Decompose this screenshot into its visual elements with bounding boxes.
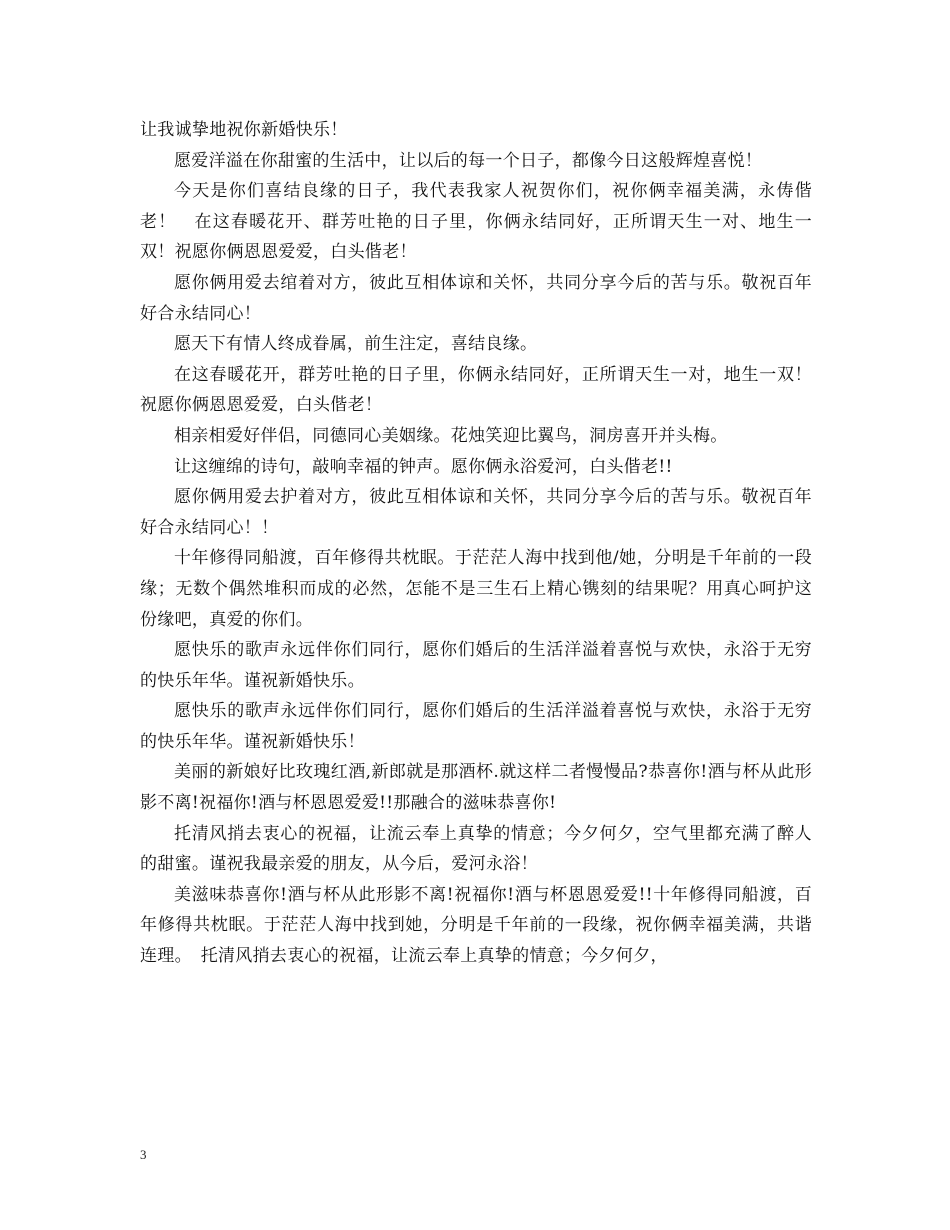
paragraph: 相亲相爱好伴侣，同德同心美姻缘。花烛笑迎比翼鸟，洞房喜开并头梅。: [174, 425, 728, 446]
paragraph: 十年修得同船渡，百年修得共枕眠。于茫茫人海中找到他/她，分明是千年前的一段缘；无数个偶然堆积而成的必然，怎能不是三生石上精心镌刻的结果呢？用真心呵护这份缘吧，真爱的你们。: [140, 548, 812, 630]
paragraph: 愿天下有情人终成眷属，前生注定，喜结良缘。: [174, 334, 538, 355]
paragraph: 托清风捎去衷心的祝福，让流云奉上真挚的情意；今夕何夕，空气里都充满了醉人的甜蜜。谨祝我最亲爱的朋友，从今后，爱河永浴！: [140, 823, 812, 875]
page-number: 3: [140, 1147, 147, 1162]
document-body: [140, 115, 812, 972]
paragraph: 美滋味恭喜你!酒与杯从此形影不离!祝福你!酒与杯恩恩爱爱!!十年修得同船渡，百年修得共枕眠。于茫茫人海中找到她，分明是千年前的一段缘，祝你俩幸福美满，共谐连理。 托清风捎去衷心的祝福，让流云奉上真挚的情意；今夕何夕，: [140, 884, 812, 967]
paragraph: 今天是你们喜结良缘的日子，我代表我家人祝贺你们，祝你俩幸福美满，永俦偕老！ 在这春暖花开、群芳吐艳的日子里，你俩永结同好，正所谓天生一对、地生一双！祝愿你俩恩恩爱爱，白头偕老！: [140, 181, 812, 263]
paragraph: 愿你俩用爱去绾着对方，彼此互相体谅和关怀，共同分享今后的苦与乐。敬祝百年好合永结同心！: [140, 272, 812, 324]
paragraph: 让这缠绵的诗句，敲响幸福的钟声。愿你俩永浴爱河，白头偕老!!: [174, 456, 673, 477]
paragraph: 在这春暖花开，群芳吐艳的日子里，你俩永结同好，正所谓天生一对，地生一双！祝愿你俩恩恩爱爱，白头偕老！: [140, 364, 812, 416]
paragraph: 让我诚挚地祝你新婚快乐！: [140, 120, 348, 140]
paragraph: 愿快乐的歌声永远伴你们同行，愿你们婚后的生活洋溢着喜悦与欢快，永浴于无穷的快乐年华。谨祝新婚快乐！: [140, 701, 812, 752]
paragraph: 愿快乐的歌声永远伴你们同行，愿你们婚后的生活洋溢着喜悦与欢快，永浴于无穷的快乐年华。谨祝新婚快乐。: [140, 640, 812, 691]
paragraph: 愿爱洋溢在你甜蜜的生活中，让以后的每一个日子，都像今日这般辉煌喜悦！: [174, 150, 763, 171]
paragraph: 愿你俩用爱去护着对方，彼此互相体谅和关怀，共同分享今后的苦与乐。敬祝百年好合永结同心！！: [140, 487, 812, 538]
paragraph: 美丽的新娘好比玫瑰红酒,新郎就是那酒杯.就这样二者慢慢品?恭喜你!酒与杯从此形影不离!祝福你!酒与杯恩恩爱爱!!那融合的滋味恭喜你!: [140, 762, 812, 814]
